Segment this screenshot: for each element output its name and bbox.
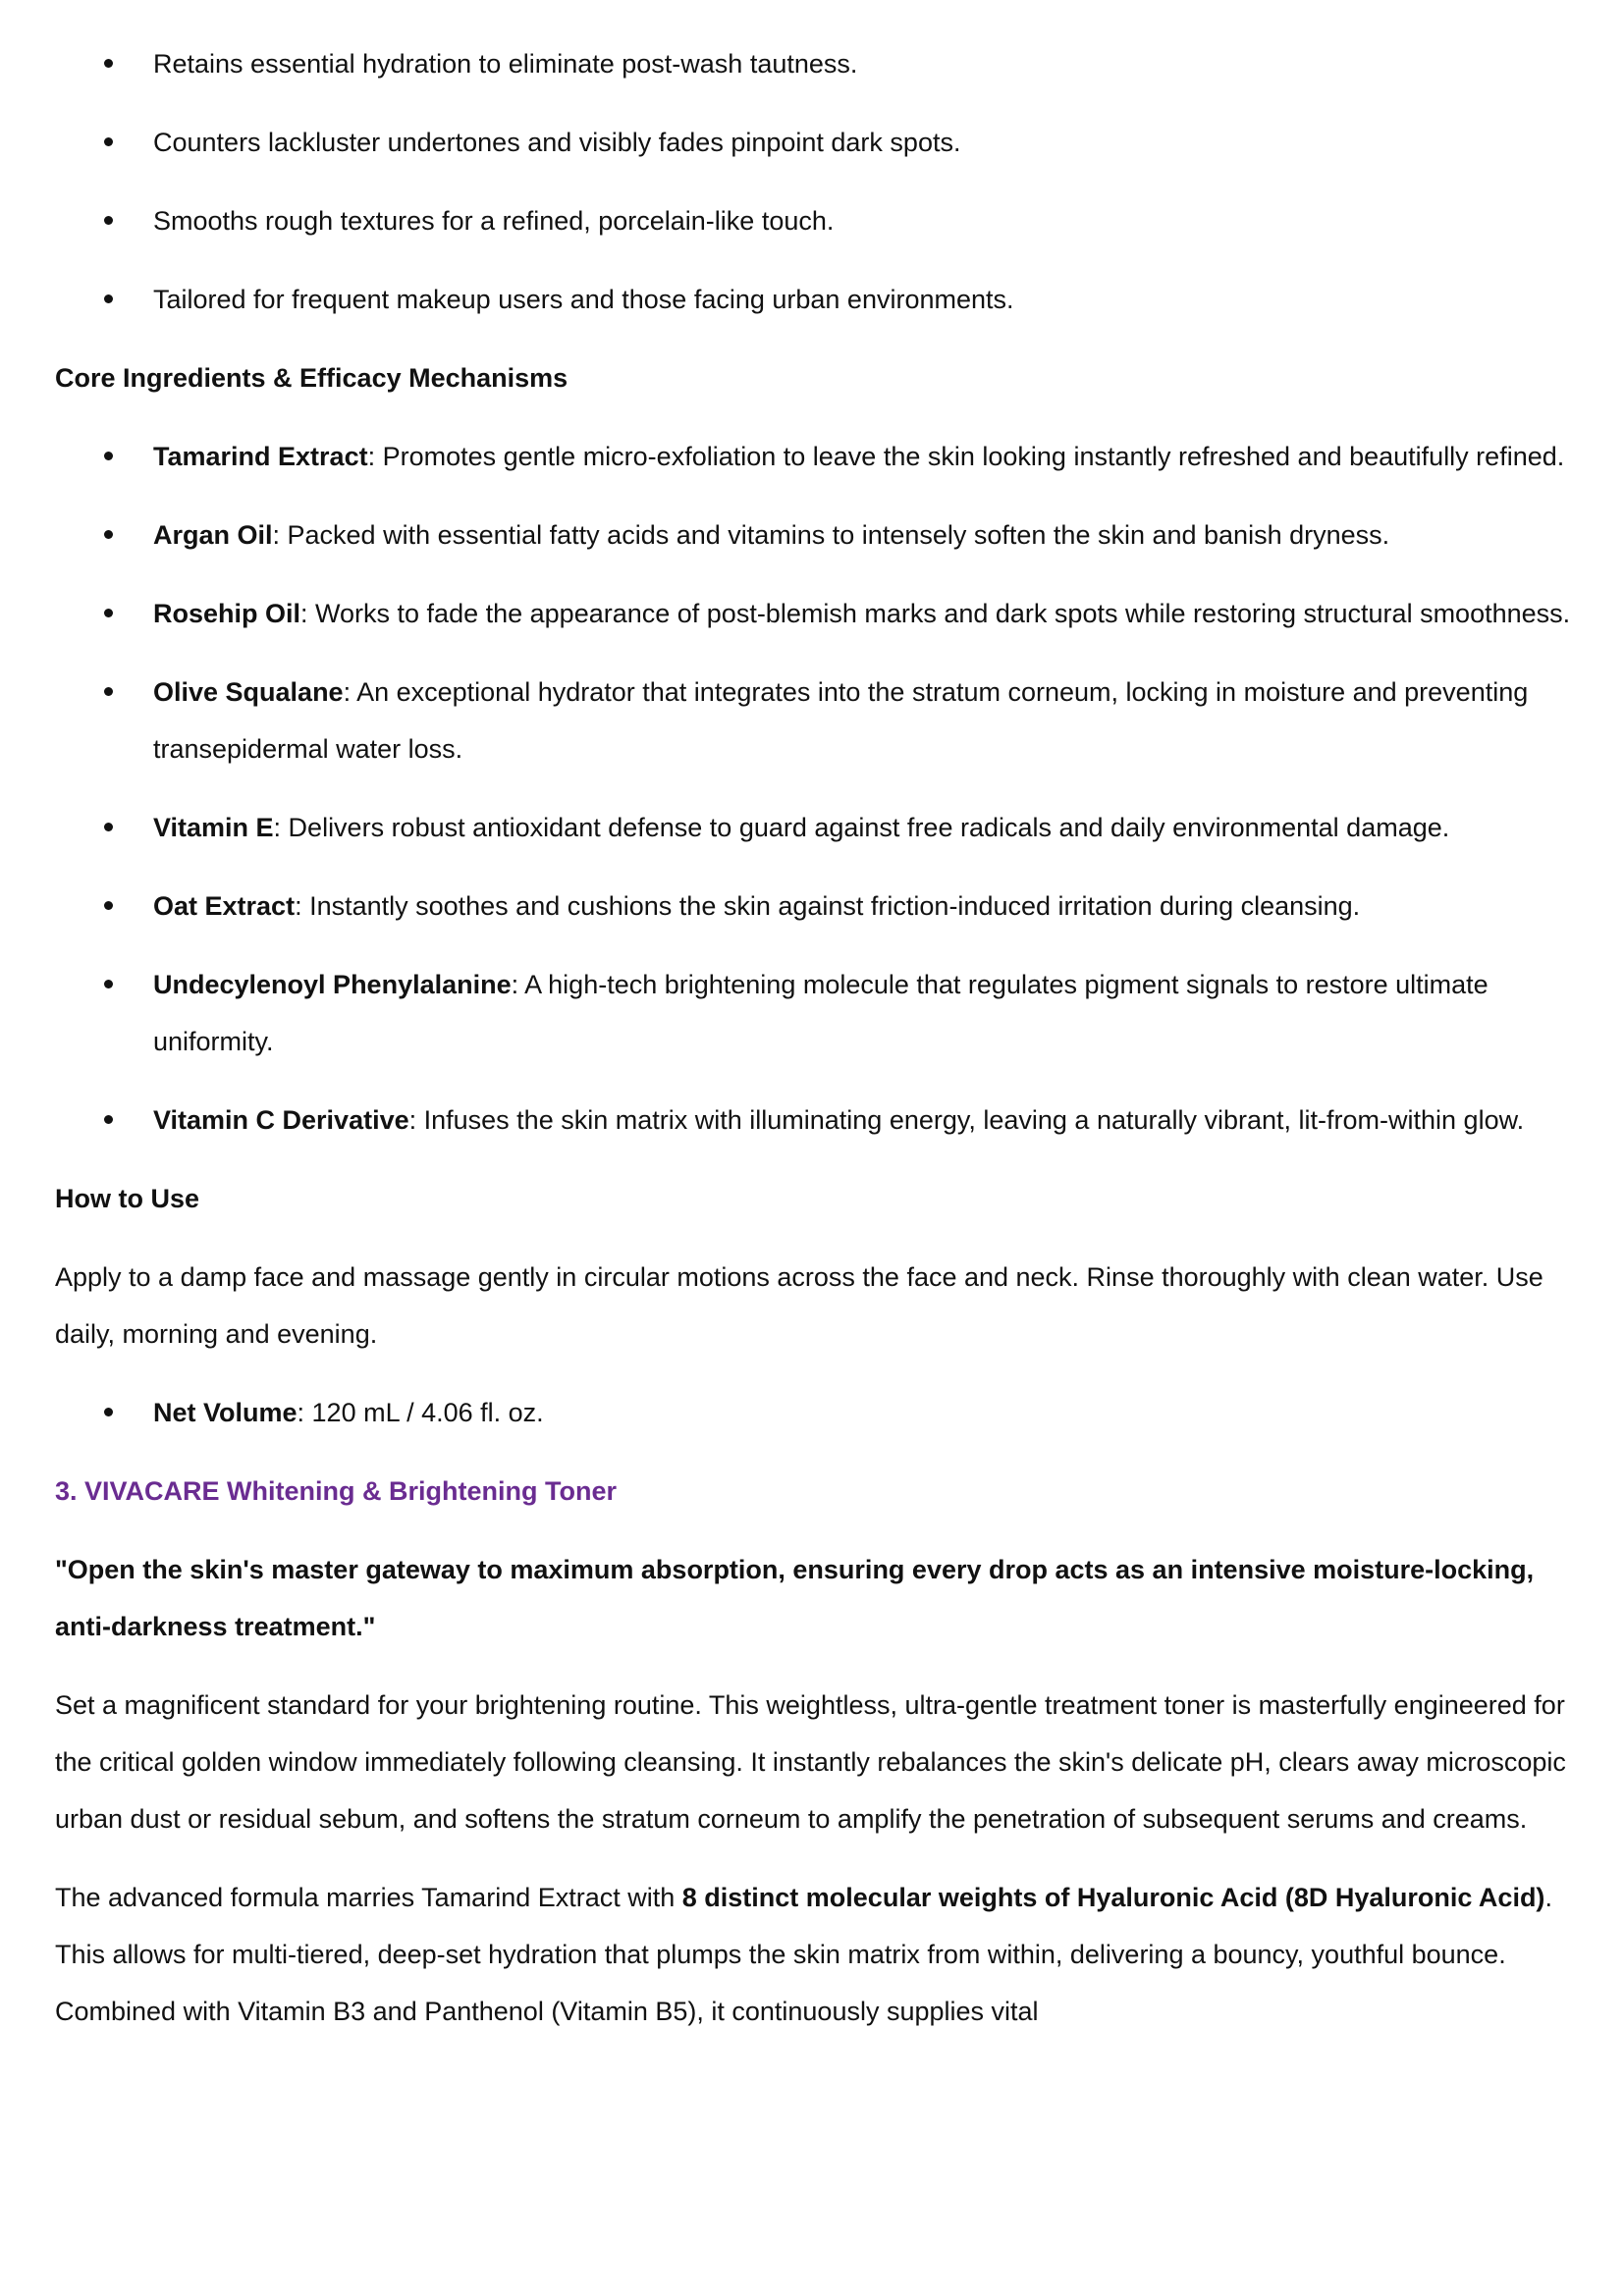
ingredient-desc: : Packed with essential fatty acids and vitamins to intensely soften the skin and banish dryness. — [272, 520, 1390, 550]
ingredient-desc: : Delivers robust antioxidant defense to guard against free radicals and daily environmental damage. — [273, 813, 1450, 842]
ingredient-name: Tamarind Extract — [153, 442, 368, 471]
product-formula-paragraph — [55, 1869, 1587, 2040]
list-item: Retains essential hydration to eliminate post-wash tautness. — [55, 35, 1587, 92]
ingredients-list — [55, 428, 1587, 1148]
ingredient-item — [55, 585, 1587, 642]
product-tagline: "Open the skin's master gateway to maximum absorption, ensuring every drop acts as an intensive moisture-locking, anti-darkness treatment." — [55, 1555, 1535, 1641]
ingredient-item — [55, 664, 1587, 777]
ingredient-item — [55, 956, 1587, 1070]
list-item: Tailored for frequent makeup users and those facing urban environments. — [55, 271, 1587, 328]
net-volume-value: : 120 mL / 4.06 fl. oz. — [297, 1398, 544, 1427]
ingredient-item — [55, 878, 1587, 934]
list-item: Counters lackluster undertones and visibly fades pinpoint dark spots. — [55, 114, 1587, 171]
how-to-use-text: Apply to a damp face and massage gently in circular motions across the face and neck. Rinse thoroughly with clean water. Use daily, morning and evening. — [55, 1262, 1543, 1349]
benefits-list — [55, 35, 1587, 328]
ingredient-desc: : Infuses the skin matrix with illuminating energy, leaving a naturally vibrant, lit-from-within glow. — [408, 1105, 1525, 1135]
net-volume-label: Net Volume — [153, 1398, 298, 1427]
ingredient-desc: : Works to fade the appearance of post-blemish marks and dark spots while restoring structural smoothness. — [300, 599, 1571, 628]
ingredient-item — [55, 428, 1587, 485]
ingredient-desc: : An exceptional hydrator that integrates into the stratum corneum, locking in moisture and preventing transepidermal water loss. — [153, 677, 1529, 764]
ingredient-name: Oat Extract — [153, 891, 296, 921]
net-volume-item — [55, 1384, 1587, 1441]
ingredient-desc: : A high-tech brightening molecule that regulates pigment signals to restore ultimate uniformity. — [153, 970, 1489, 1056]
document-page — [55, 35, 1587, 2061]
formula-text-start: The advanced formula marries Tamarind Extract with — [55, 1883, 682, 1912]
volume-list — [55, 1384, 1587, 1441]
ingredient-item — [55, 1092, 1587, 1148]
formula-text-end: . This allows for multi-tiered, deep-set hydration that plumps the skin matrix from within, delivering a bouncy, youthful bounce. Combined with Vitamin B3 and Panthenol (Vitamin B5), it continuously supplies vital — [55, 1883, 1552, 2026]
product-title: 3. VIVACARE Whitening & Brightening Toner — [55, 1476, 617, 1506]
formula-highlight: 8 distinct molecular weights of Hyaluronic Acid (8D Hyaluronic Acid) — [681, 1883, 1545, 1912]
ingredients-heading: Core Ingredients & Efficacy Mechanisms — [55, 363, 568, 393]
ingredient-name: Vitamin C Derivative — [153, 1105, 409, 1135]
how-to-use-heading: How to Use — [55, 1184, 200, 1213]
ingredient-item — [55, 507, 1587, 563]
ingredient-name: Argan Oil — [153, 520, 273, 550]
ingredient-name: Vitamin E — [153, 813, 274, 842]
ingredient-name: Undecylenoyl Phenylalanine — [153, 970, 512, 999]
ingredient-item — [55, 799, 1587, 856]
ingredient-desc: : Instantly soothes and cushions the skin against friction-induced irritation during cleansing. — [295, 891, 1361, 921]
product-description: Set a magnificent standard for your brightening routine. This weightless, ultra-gentle treatment toner is masterfully engineered for the critical golden window immediately following cleansing. It instantly rebalances the skin's delicate pH, clears away microscopic urban dust or residual sebum, and softens the stratum corneum to amplify the penetration of subsequent serums and creams. — [55, 1690, 1566, 1834]
ingredient-name: Rosehip Oil — [153, 599, 301, 628]
ingredient-desc: : Promotes gentle micro-exfoliation to leave the skin looking instantly refreshed and beautifully refined. — [367, 442, 1565, 471]
list-item: Smooths rough textures for a refined, porcelain-like touch. — [55, 192, 1587, 249]
ingredient-name: Olive Squalane — [153, 677, 344, 707]
